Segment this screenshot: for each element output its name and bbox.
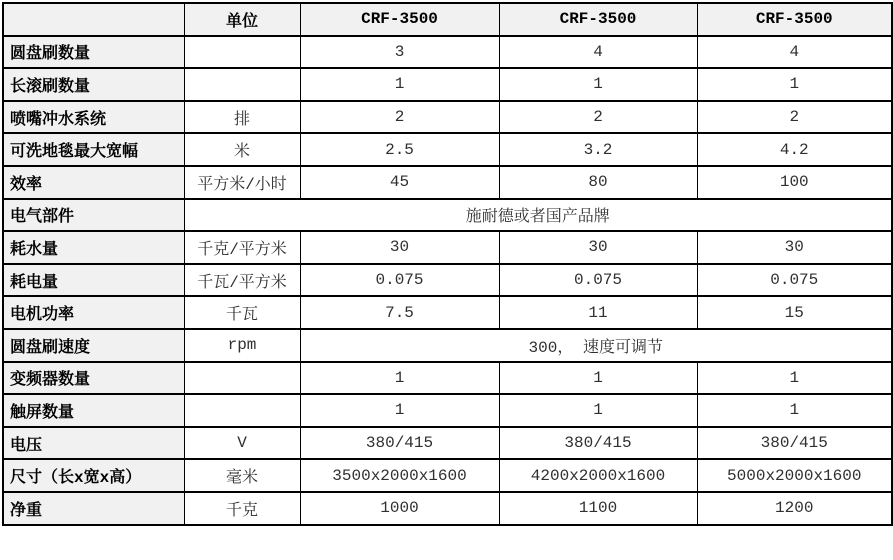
row-label: 圆盘刷数量 <box>3 36 184 69</box>
table-row-electrical-parts <box>3 199 892 232</box>
value-cell: 3.2 <box>499 133 697 166</box>
unit-cell: 千瓦 <box>184 296 300 329</box>
merged-value-cell: 施耐德或者国产品牌 <box>184 199 892 232</box>
unit-cell: 千克 <box>184 492 300 525</box>
unit-cell <box>184 68 300 101</box>
value-cell: 11 <box>499 296 697 329</box>
value-cell: 4 <box>697 36 892 69</box>
value-cell: 1 <box>499 394 697 427</box>
table-row-efficiency <box>3 166 892 199</box>
row-label: 长滚刷数量 <box>3 68 184 101</box>
value-cell: 80 <box>499 166 697 199</box>
table-row-dimensions <box>3 459 892 492</box>
unit-cell: 千克/平方米 <box>184 231 300 264</box>
value-cell: 0.075 <box>499 264 697 297</box>
merged-value-cell: 300， 速度可调节 <box>300 329 892 362</box>
unit-cell: 毫米 <box>184 459 300 492</box>
value-cell: 380/415 <box>300 427 499 460</box>
column-header-model-1: CRF-3500 <box>300 3 499 36</box>
row-label: 触屏数量 <box>3 394 184 427</box>
table-row-water-consumption <box>3 231 892 264</box>
table-row-disc-brush-speed <box>3 329 892 362</box>
row-label: 电机功率 <box>3 296 184 329</box>
row-label: 尺寸（长x宽x高） <box>3 459 184 492</box>
row-label: 电气部件 <box>3 199 184 232</box>
value-cell: 30 <box>499 231 697 264</box>
value-cell: 4200x2000x1600 <box>499 459 697 492</box>
row-label: 效率 <box>3 166 184 199</box>
unit-cell <box>184 362 300 395</box>
value-cell: 380/415 <box>697 427 892 460</box>
unit-cell: 米 <box>184 133 300 166</box>
row-label: 圆盘刷速度 <box>3 329 184 362</box>
table-row-net-weight <box>3 492 892 525</box>
table-row-roller-brush-count <box>3 68 892 101</box>
value-cell: 5000x2000x1600 <box>697 459 892 492</box>
table-row-nozzle-flush-system <box>3 101 892 134</box>
value-cell: 1 <box>300 394 499 427</box>
unit-cell: rpm <box>184 329 300 362</box>
value-cell: 1 <box>697 362 892 395</box>
unit-cell: V <box>184 427 300 460</box>
value-cell: 30 <box>697 231 892 264</box>
value-cell: 0.075 <box>300 264 499 297</box>
header-row <box>3 3 892 36</box>
value-cell: 0.075 <box>697 264 892 297</box>
value-cell: 4.2 <box>697 133 892 166</box>
unit-cell: 排 <box>184 101 300 134</box>
value-cell: 1 <box>499 68 697 101</box>
value-cell: 1 <box>697 394 892 427</box>
value-cell: 3 <box>300 36 499 69</box>
value-cell: 1 <box>300 68 499 101</box>
column-header-model-3: CRF-3500 <box>697 3 892 36</box>
row-label: 净重 <box>3 492 184 525</box>
row-label: 变频器数量 <box>3 362 184 395</box>
row-label: 电压 <box>3 427 184 460</box>
table-row-disc-brush-count <box>3 36 892 69</box>
table-row-motor-power <box>3 296 892 329</box>
value-cell: 380/415 <box>499 427 697 460</box>
unit-cell <box>184 36 300 69</box>
value-cell: 45 <box>300 166 499 199</box>
value-cell: 15 <box>697 296 892 329</box>
value-cell: 7.5 <box>300 296 499 329</box>
value-cell: 1000 <box>300 492 499 525</box>
value-cell: 2 <box>499 101 697 134</box>
value-cell: 1200 <box>697 492 892 525</box>
value-cell: 1 <box>300 362 499 395</box>
row-label: 可洗地毯最大宽幅 <box>3 133 184 166</box>
table-row-inverter-count <box>3 362 892 395</box>
table-row-touchscreen-count <box>3 394 892 427</box>
value-cell: 1 <box>499 362 697 395</box>
unit-cell <box>184 394 300 427</box>
value-cell: 2 <box>300 101 499 134</box>
value-cell: 4 <box>499 36 697 69</box>
row-label: 耗电量 <box>3 264 184 297</box>
value-cell: 3500x2000x1600 <box>300 459 499 492</box>
value-cell: 1 <box>697 68 892 101</box>
spec-table <box>2 2 893 526</box>
table-row-power-consumption <box>3 264 892 297</box>
value-cell: 1100 <box>499 492 697 525</box>
value-cell: 100 <box>697 166 892 199</box>
table-row-max-carpet-width <box>3 133 892 166</box>
row-label: 喷嘴冲水系统 <box>3 101 184 134</box>
value-cell: 30 <box>300 231 499 264</box>
value-cell: 2.5 <box>300 133 499 166</box>
row-label: 耗水量 <box>3 231 184 264</box>
column-header-unit: 单位 <box>184 3 300 36</box>
unit-cell: 千瓦/平方米 <box>184 264 300 297</box>
value-cell: 2 <box>697 101 892 134</box>
unit-cell: 平方米/小时 <box>184 166 300 199</box>
column-header-model-2: CRF-3500 <box>499 3 697 36</box>
table-row-voltage <box>3 427 892 460</box>
column-header-blank <box>3 3 184 36</box>
